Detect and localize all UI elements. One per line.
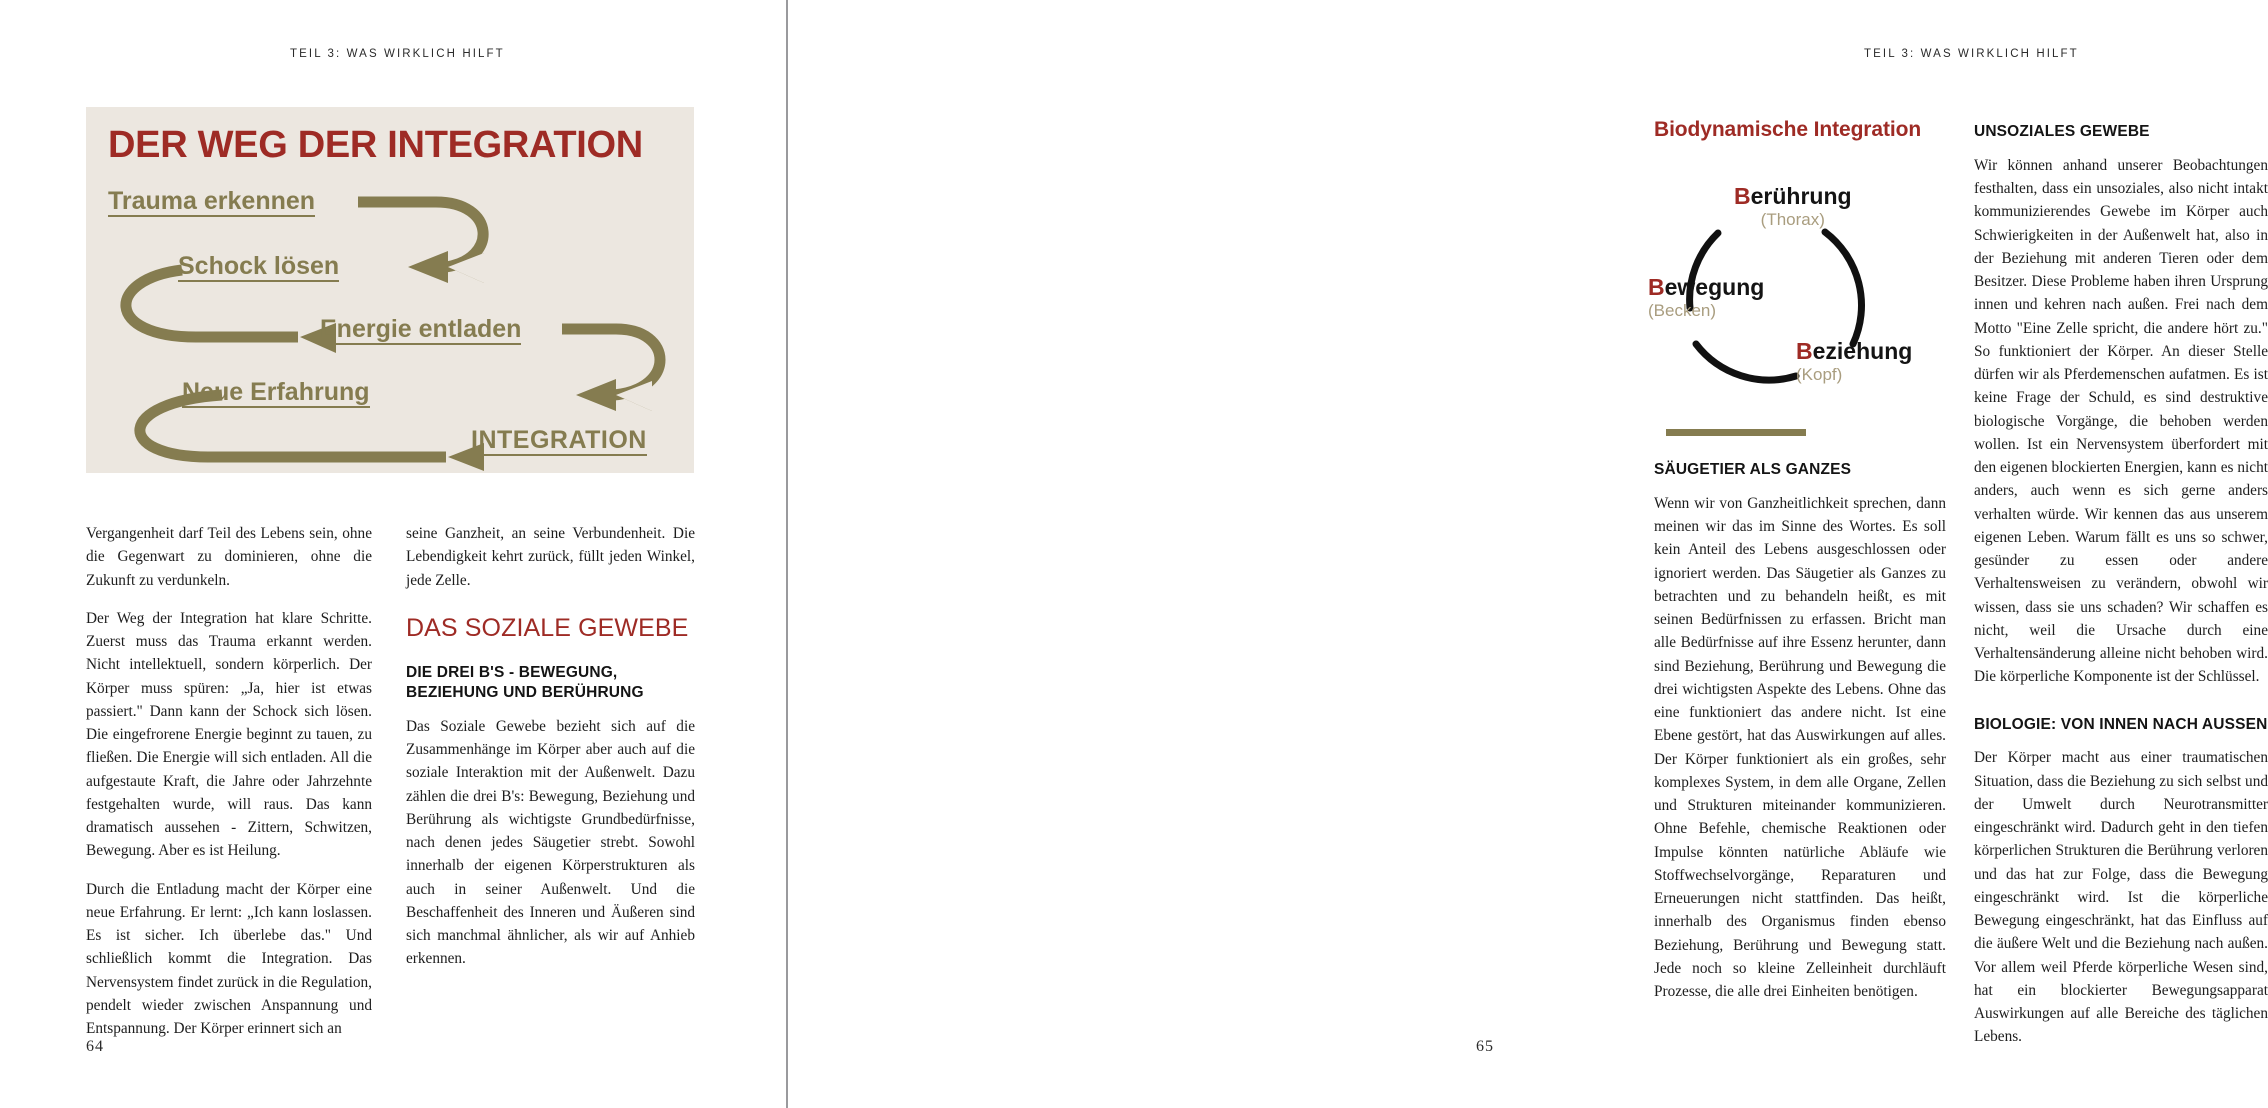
page-number-left: 64 — [86, 1038, 104, 1055]
subsection-heading-die-drei-bs: DIE DREI B'S - BEWEGUNG, BEZIEHUNG UND BERÜHRUNG — [406, 664, 644, 702]
left-page-column-1 — [86, 522, 372, 1040]
node-beziehung-rest: eziehung — [1812, 338, 1913, 364]
paragraph: seine Ganzheit, an seine Verbundenheit. Die Lebendigkeit kehrt zurück, füllt jeden Winkel, jede Zelle. — [406, 525, 695, 589]
node-beruehrung-sub: (Thorax) — [1760, 210, 1825, 229]
paragraph: Wir können anhand unserer Beobachtungen festhalten, dass ein unsoziales, also nicht intakt kommunizierendes Gewebe im Körper auch Schwierigkeiten in der Außenwelt hat, also in der Beziehung mit anderen Tieren oder dem Besitzer. Diese Probleme haben ihren Ursprung innen und kehren nach außen. Frei nach dem Motto "Eine Zelle spricht, die andere hört zu." So funktioniert der Körper. An dieser Stelle dürfen wir als Pferdemenschen aufatmen. Es ist keine Frage der Schuld, es sind destruktive biologische Vorgänge, die behoben werden wollen. Ist ein Nervensystem überfordert mit den eigenen blockierten Energien, kann es nicht anders, auch wenn es sich gerne anders verhalten würde. Wir kennen das aus unserem eigenen Leben. Warum fällt es uns so schwer, gesünder zu essen oder andere Verhaltensweisen zu verändern, obwohl wir wissen, dass sie uns schaden? Wir schaffen es nicht, weil die Ursache durch eine Verhaltensänderung alleine nicht behoben wird. Die körperliche Komponente ist der Schlüssel. — [1974, 156, 2268, 686]
flow-path-1 — [358, 202, 483, 267]
diagram-title: DER WEG DER INTEGRATION — [108, 124, 643, 166]
paragraph: Das Soziale Gewebe bezieht sich auf die Zusammenhänge im Körper aber auch auf die soziale Interaktion mit der Außenwelt. Dazu zählen die drei B's: Bewegung, Beziehung und Berührung als wichtigste Grundbedürfnisse, nach denen jedes Säugetier strebt. Sowohl innerhalb der eigenen Körperstrukturen als auch in seiner Außenwelt. Und die Beschaffenheit des Inneren und Äußeren sind sich manchmal ähnlicher, als wir auf Anhieb erkennen. — [406, 717, 695, 968]
node-beziehung — [1796, 340, 1912, 383]
node-bewegung-sub: (Becken) — [1648, 301, 1717, 320]
left-page-column-2 — [406, 522, 695, 971]
paragraph: Wenn wir von Ganzheitlichkeit sprechen, dann meinen wir das im Sinne des Wortes. Es soll kein Anteil des Lebens ausgeschlossen oder ignoriert werden. Das Säugetier als Ganzes zu betrachten und zu behandeln heißt, es mit seinen Bedürfnissen zu erfassen. Bricht man alle Bedürfnisse auf ihre Essenz herunter, dann sind Beziehung, Berührung und Bewegung die drei wichtigsten Aspekte des Lebens. Ohne das eine funktioniert das andere nicht. Ist eine Ebene gestört, hat das Auswirkungen auf alles. Der Körper funktioniert als ein großes, sehr komplexes System, in dem alle Organe, Zellen und Strukturen miteinander kommunizieren. Ohne Befehle, chemische Reaktionen oder Impulse könnten natürliche Abläufe wie Stoffwechselvorgänge, Reparaturen und Erneuerungen nicht stattfinden. Das heißt, innerhalb des Organismus finden ebenso Beziehung, Berührung und Bewegung statt. Jede noch so kleine Zelleinheit durchläuft Prozesse, die alle drei Einheiten benötigen. — [1654, 494, 1946, 1001]
node-bewegung-label — [1648, 276, 1764, 299]
arrowhead-3-left — [576, 379, 616, 411]
right-page-column-2 — [1974, 122, 2268, 1049]
arrowhead-1-left — [408, 251, 448, 283]
page-number-right: 65 — [1476, 1038, 1494, 1055]
arc-beziehung-to-bewegung — [1696, 344, 1796, 380]
node-beziehung-initial: B — [1796, 338, 1813, 364]
node-bewegung-initial: B — [1648, 274, 1665, 300]
flow-step-schock-loesen: Schock lösen — [178, 253, 339, 282]
paragraph: Der Weg der Integration hat klare Schritte. Zuerst muss das Trauma erkannt werden. Nicht intellektuell, sondern körperlich. Der Körper muss spüren: „Ja, hier ist etwas passiert." Dann kann der Schock sich lösen. Die eingefrorene Energie beginnt zu tauen, zu fließen. Die Energie will sich entladen. All die aufgestaute Kraft, die Jahre oder Jahrzehnte festgehalten wurde, will raus. Das kann dramatisch aussehen - Zittern, Schwitzen, Bewegung. Aber es ist Heilung. — [86, 609, 372, 860]
olive-divider-rule — [1666, 429, 1806, 436]
page-gutter-divider — [786, 0, 788, 1108]
subsection-heading-biologie-von-innen-nach-aussen: BIOLOGIE: VON INNEN NACH AUSSEN — [1974, 715, 2268, 733]
biodynamic-integration-diagram — [1648, 112, 1958, 442]
node-beruehrung — [1734, 185, 1852, 228]
right-page — [786, 0, 2268, 1108]
running-head-right: TEIL 3: WAS WIRKLICH HILFT — [1864, 48, 2079, 60]
flow-step-integration: INTEGRATION — [471, 427, 647, 456]
flow-step-neue-erfahrung: Neue Erfahrung — [182, 379, 370, 408]
paragraph: Vergangenheit darf Teil des Lebens sein, ohne die Gegenwart zu dominieren, ohne die Zukunft zu verdunkeln. — [86, 525, 372, 589]
flow-step-energie-entladen: Energie entladen — [320, 316, 521, 345]
biodynamic-diagram-title: Biodynamische Integration — [1654, 118, 1922, 141]
integration-flow-diagram — [86, 107, 694, 473]
node-beruehrung-label — [1734, 185, 1852, 208]
subsection-heading-unsoziales-gewebe: UNSOZIALES GEWEBE — [1974, 123, 2150, 140]
section-heading-das-soziale-gewebe: DAS SOZIALE GEWEBE — [406, 613, 689, 642]
node-beruehrung-initial: B — [1734, 183, 1751, 209]
right-page-column-1 — [1654, 460, 1946, 1003]
node-beziehung-sub: (Kopf) — [1796, 365, 1843, 384]
node-bewegung — [1648, 276, 1764, 319]
paragraph: Der Körper macht aus einer traumatischen Situation, dass die Beziehung zu sich selbst und der Umwelt durch Neurotransmitter eingeschränkt wird. Dadurch geht in den tiefen körperlichen Strukturen die Berührung verloren und das hat zur Folge, dass die Bewegung eingeschränkt wird. Ist die körperliche Bewegung eingeschränkt, hat das Einfluss auf die äußere Welt und die Beziehung nach außen. Vor allem weil Pferde körperliche Wesen sind, hat ein blockierter Bewegungsapparat Auswirkungen auf alle Bereiche des täglichen Lebens. — [1974, 749, 2268, 1046]
running-head-left: TEIL 3: WAS WIRKLICH HILFT — [290, 48, 505, 60]
left-page — [0, 0, 786, 1108]
arc-beruehrung-to-beziehung — [1825, 232, 1862, 344]
flow-step-trauma-erkennen: Trauma erkennen — [108, 188, 315, 217]
node-bewegung-rest: ewegung — [1664, 274, 1765, 300]
paragraph: Durch die Entladung macht der Körper eine neue Erfahrung. Er lernt: „Ich kann loslassen. Es ist sicher. Ich überlebe das." Und schließlich kommt die Integration. Das Nervensystem findet zurück in die Regulation, pendelt wieder zwischen Anspannung und Entspannung. Der Körper erinnert sich an — [86, 880, 372, 1037]
node-beruehrung-rest: erührung — [1750, 183, 1852, 209]
node-beziehung-label — [1796, 340, 1912, 363]
subsection-heading-saeugetier-als-ganzes: SÄUGETIER ALS GANZES — [1654, 461, 1852, 478]
